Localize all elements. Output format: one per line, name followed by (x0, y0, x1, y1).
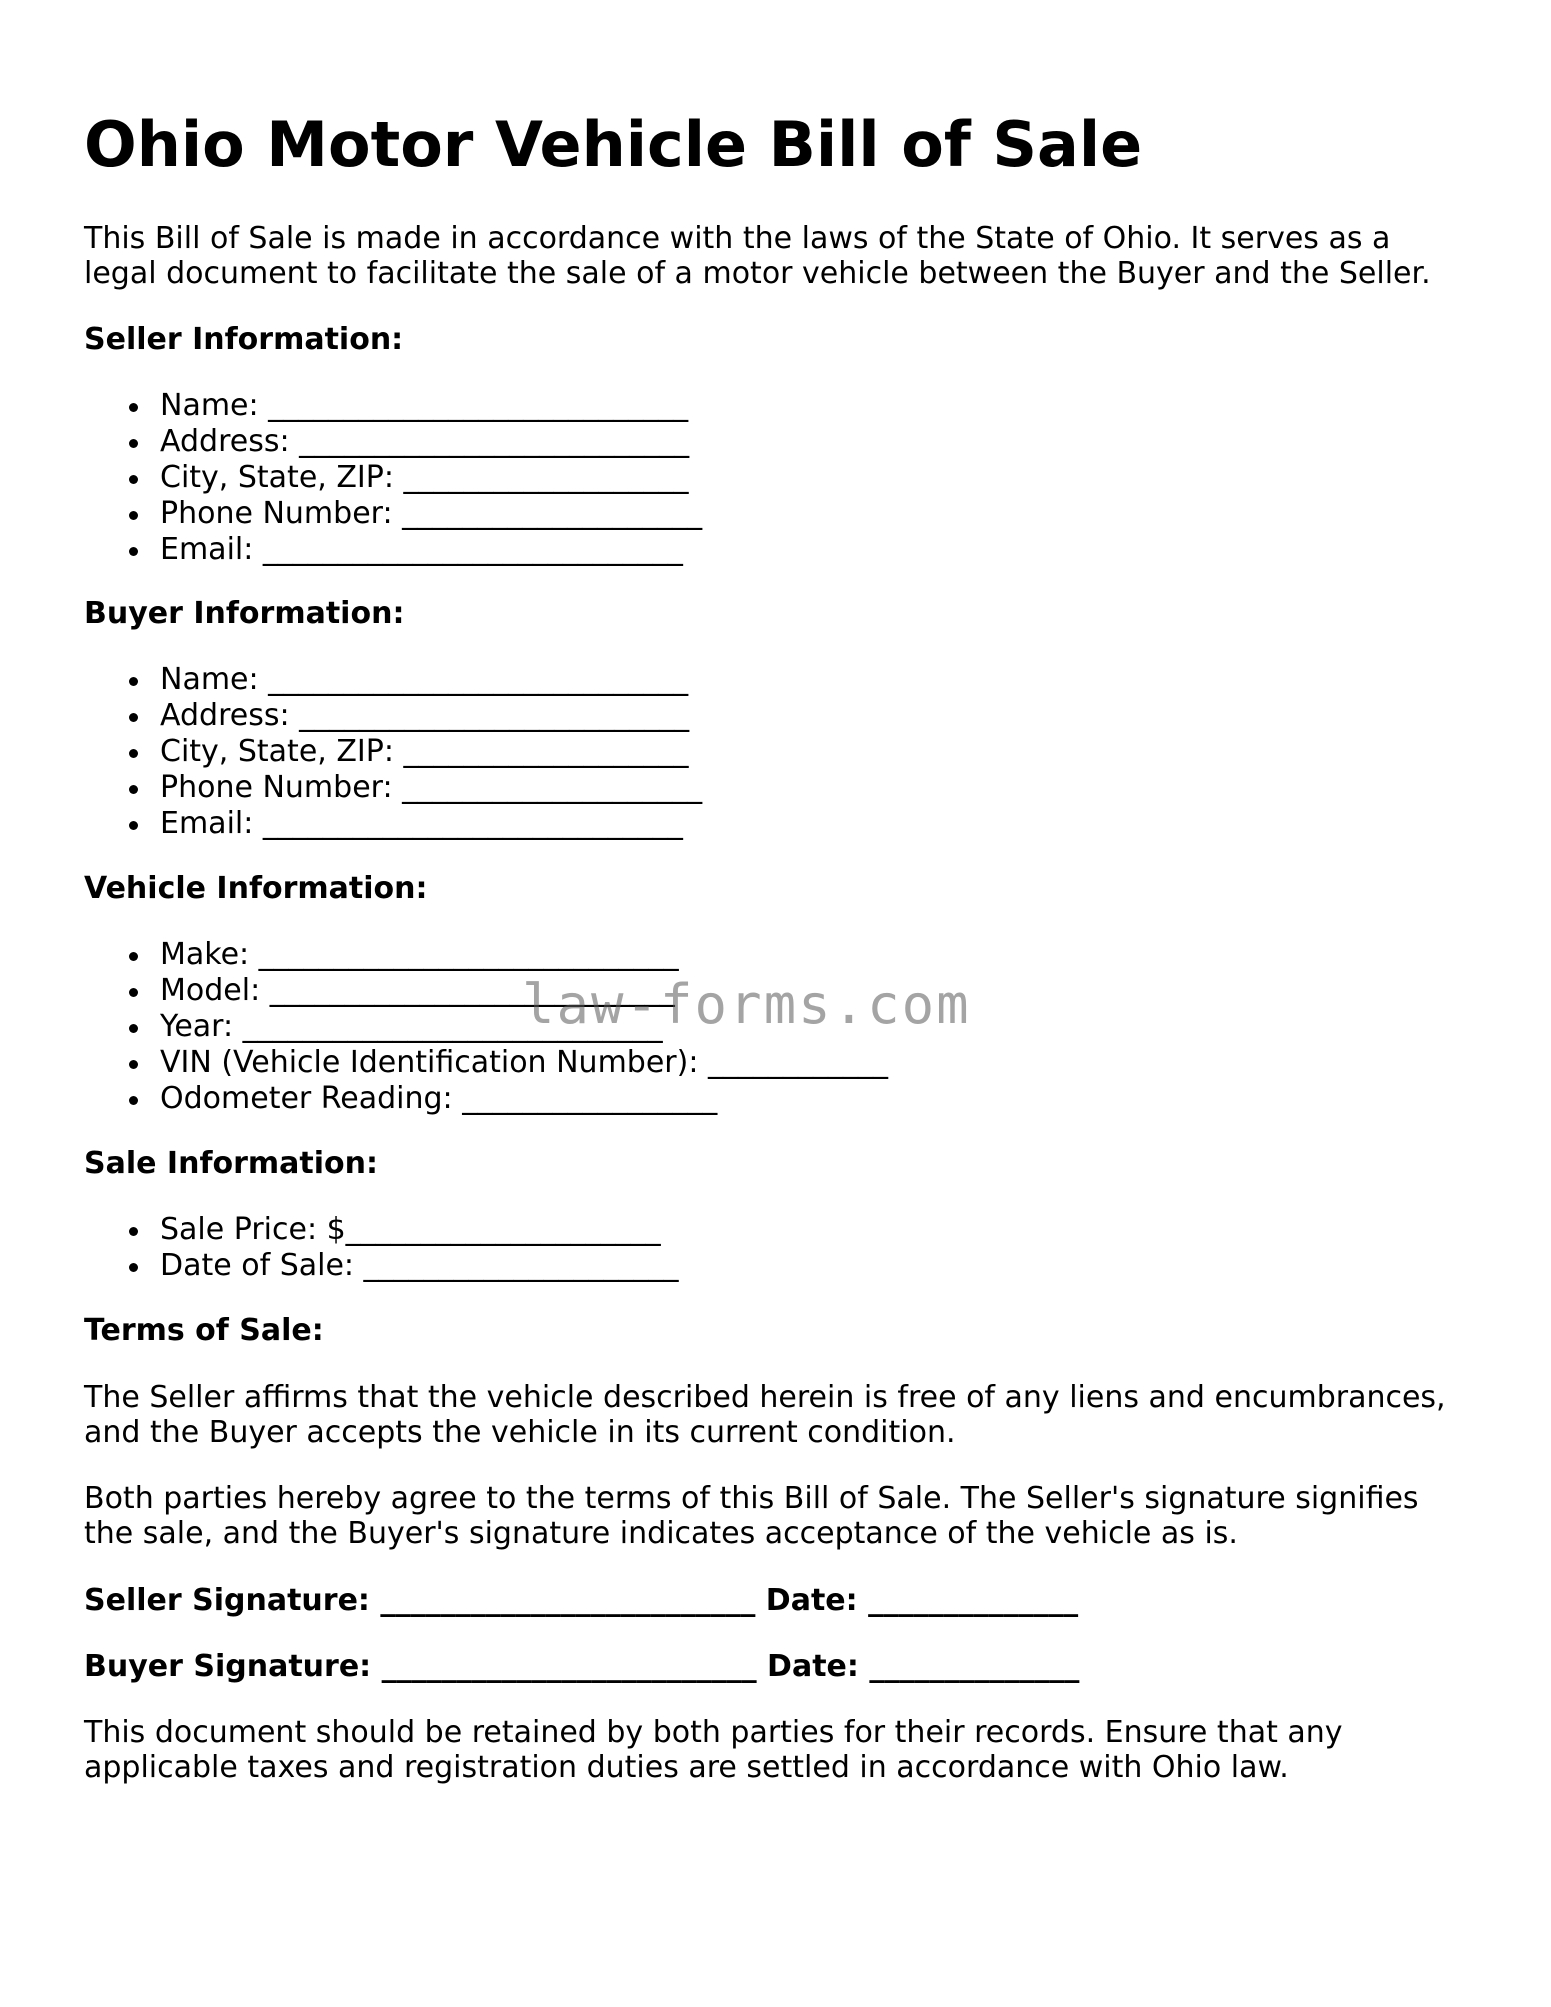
seller-phone-field[interactable]: Phone Number: ____________________ (160, 496, 703, 531)
intro-line-2: legal document to facilitate the sale of a motor vehicle between the Buyer and the Seller. (84, 256, 1431, 291)
terms-paragraph-1-line-2: and the Buyer accepts the vehicle in its current condition. (84, 1415, 956, 1450)
seller-address-field[interactable]: Address: __________________________ (160, 424, 702, 460)
seller-name-field[interactable]: Name: ____________________________ (160, 388, 702, 424)
buyer-city-state-zip-field[interactable]: City, State, ZIP: ___________________ (160, 734, 702, 770)
sale-price-field[interactable]: Sale Price: $_____________________ (160, 1212, 679, 1248)
buyer-address-field[interactable]: Address: __________________________ (160, 698, 702, 734)
buyer-email-field[interactable]: Email: ____________________________ (160, 806, 702, 842)
vehicle-heading: Vehicle Information: (84, 871, 428, 906)
sale-field-list (84, 1212, 679, 1284)
seller-city-state-zip-field[interactable]: City, State, ZIP: ___________________ (160, 460, 702, 496)
buyer-field-list (84, 662, 702, 842)
terms-heading: Terms of Sale: (84, 1313, 324, 1348)
terms-paragraph-1-line-1: The Seller affirms that the vehicle described herein is free of any liens and encumbrances, (84, 1380, 1446, 1415)
vehicle-make-field[interactable]: Make: ____________________________ (160, 937, 888, 973)
watermark-text: law-forms.com (522, 973, 971, 1036)
vehicle-vin-field[interactable]: VIN (Vehicle Identification Number): ____________ (160, 1045, 888, 1080)
buyer-name-field[interactable]: Name: ____________________________ (160, 662, 702, 698)
buyer-phone-field[interactable]: Phone Number: ____________________ (160, 770, 703, 805)
document-title: Ohio Motor Vehicle Bill of Sale (84, 108, 1143, 181)
sale-heading: Sale Information: (84, 1146, 378, 1181)
buyer-signature-line[interactable]: Buyer Signature: _________________________ Date: ______________ (84, 1649, 1080, 1684)
seller-field-list (84, 388, 702, 568)
closing-line-1: This document should be retained by both parties for their records. Ensure that any (84, 1715, 1343, 1750)
vehicle-year-field[interactable]: Year: ____________________________ (160, 1009, 888, 1045)
vehicle-odometer-field[interactable]: Odometer Reading: _________________ (160, 1081, 888, 1117)
terms-paragraph-2-line-1: Both parties hereby agree to the terms of this Bill of Sale. The Seller's signature signifies (84, 1481, 1419, 1516)
seller-email-field[interactable]: Email: ____________________________ (160, 532, 702, 568)
seller-signature-line[interactable]: Seller Signature: _________________________ Date: ______________ (84, 1583, 1079, 1618)
vehicle-model-field[interactable]: Model: ___________________________ (160, 973, 888, 1009)
intro-line-1: This Bill of Sale is made in accordance with the laws of the State of Ohio. It serves as a (84, 221, 1391, 256)
terms-paragraph-2-line-2: the sale, and the Buyer's signature indicates acceptance of the vehicle as is. (84, 1516, 1238, 1551)
sale-date-field[interactable]: Date of Sale: _____________________ (160, 1248, 679, 1283)
seller-heading: Seller Information: (84, 322, 404, 357)
buyer-heading: Buyer Information: (84, 596, 405, 631)
closing-line-2: applicable taxes and registration duties are settled in accordance with Ohio law. (84, 1750, 1289, 1785)
